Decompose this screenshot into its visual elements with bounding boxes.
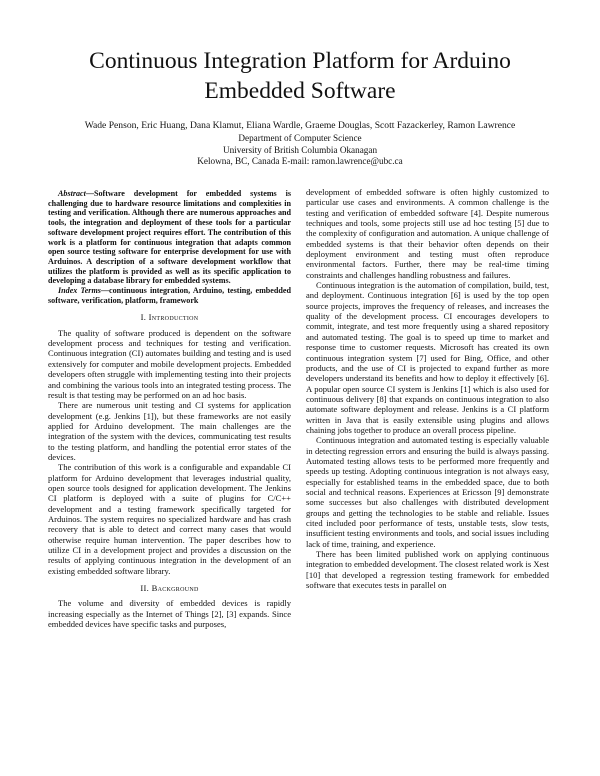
index-terms-label: Index Terms — [58, 286, 101, 296]
paragraph-right-2: Continuous integration is the automation of compilation, build, test, and deployment. Continuous integration [6] is used by the top open source projects, improves the frequency of releases, and increases the quality of the development process. CI encourages developers to commit, integrate, and test more frequently using a shared repository and automated testing. The goal is to speed up time to market and response time to customer requests. Microsoft has created its own continuous integration system [7] used for Bing, Office, and other products, and the use of CI is projected to expand further as more developers understand its benefits and how to deploy it effectively [6]. A popular open source CI system is Jenkins [1] which is also used for continuous delivery [8] that expands on continuous integration to also automate software deployment and release. Jenkins is a CI platform written in Java that is easily extensible using plugins and allows chaining jobs together to produce an overall process pipeline. — [306, 280, 549, 435]
paragraph-background-1: The volume and diversity of embedded devices is rapidly increasing especially as the Internet of Things [2], [3] expands. Since embedded devices have specific tasks and purposes, — [48, 598, 291, 630]
abstract-text: —Software development for embedded systems is challenging due to hardware resource limitations and complexities in testing and verification. Although there are numerous approaches and tools, the integration and deployment of these tools for a particular software development project requires effort. The contribution of this work is a platform for continuous integration that adapts common open source testing software for enterprise development for use with Arduinos. A description of a software development workflow that utilizes the platform is provided as well as its specific application to developing a database library for embedded systems. — [48, 189, 291, 286]
right-column — [306, 187, 549, 590]
paragraph-intro-3: The contribution of this work is a configurable and expandable CI platform for Arduino development that leverages industrial quality, open source tools designed for application development. The Jenkins CI platform is deployed with a suite of plugins for C/C++ development and a testing framework specifically targeted for Arduinos. The system requires no specialized hardware and has crash recovery that is able to detect and correct many cases that would otherwise require human intervention. The paper describes how to utilize CI in a development project and provides a discussion on the results of applying continuous integration in the development of an existing embedded software library. — [48, 462, 291, 576]
affiliation — [40, 133, 560, 168]
abstract — [48, 189, 291, 286]
abstract-label: Abstract — [58, 189, 86, 198]
paragraph-intro-2: There are numerous unit testing and CI systems for application development (e.g. Jenkins [1]), but these frameworks are not easily applied for Arduino development. The main challenges are the integration of the system with the devices, communicating test results to the testing platform, and handling the potential error states of the devices. — [48, 400, 291, 462]
section-heading-background: II. Background — [140, 583, 199, 594]
index-terms — [48, 286, 291, 305]
left-column — [48, 189, 291, 629]
paragraph-right-1: development of embedded software is often highly customized to particular use cases and environments. A common challenge is the testing and verification of embedded software [4]. Despite numerous techniques and tools, some projects still use ad hoc testing [5] due to the complexity of configuration and automation. A unique challenge of embedded systems is that their behavior often depends on their deployment environment and testing must often reproduce environmental factors. Further, there may be real-time timing constraints and challenges handling robustness and failures. — [306, 187, 549, 280]
title-line-2: Embedded Software — [204, 78, 396, 104]
paragraph-intro-1: The quality of software produced is dependent on the software development process and techniques for testing and verification. Continuous integration (CI) automates building and testing and is used extensively for computer and mobile development projects. Embedded developers often struggle with implementing testing into their projects and combining the various tools into an integrated testing process. The result is that testing may be performed on an ad hoc basis. — [48, 327, 291, 400]
affiliation-location-email: Kelowna, BC, Canada E-mail: ramon.lawrence@ubc.ca — [197, 156, 403, 167]
affiliation-university: University of British Columbia Okanagan — [222, 144, 378, 155]
paper-title — [40, 46, 560, 106]
affiliation-department: Department of Computer Science — [238, 133, 362, 143]
section-heading-introduction: I. Introduction — [140, 312, 199, 323]
title-line-1: Continuous Integration Platform for Arduino — [89, 48, 511, 74]
paragraph-right-3: Continuous integration and automated testing is especially valuable in detecting regression errors and ensuring the build is always passing. Automated testing allows tests to be performed more frequently and speeds up testing. Adopting continuous integration is not always easy, especially for established teams in the embedded space, due to both social and technical reasons. Experiences at Ericsson [9] demonstrate some successes but also challenges with distributed development groups and getting the technologies to be stable and reliable. Issues cited included poor performance of tests, unstable tests, slow tests, insufficient testing environments and tools, and social issues including lack of time, training, and experience. — [306, 435, 549, 549]
author-list: Wade Penson, Eric Huang, Dana Klamut, Eliana Wardle, Graeme Douglas, Scott Fazackerley, Ramon Lawrence — [84, 120, 516, 131]
paragraph-right-4: There has been limited published work on applying continuous integration to embedded development. The closest related work is Xest [10] that developed a regression testing framework for embedded software that executes tests in parallel on — [306, 549, 549, 591]
index-terms-text: —continuous integration, Arduino, testing, embedded software, verification, platform, framework — [48, 286, 291, 305]
